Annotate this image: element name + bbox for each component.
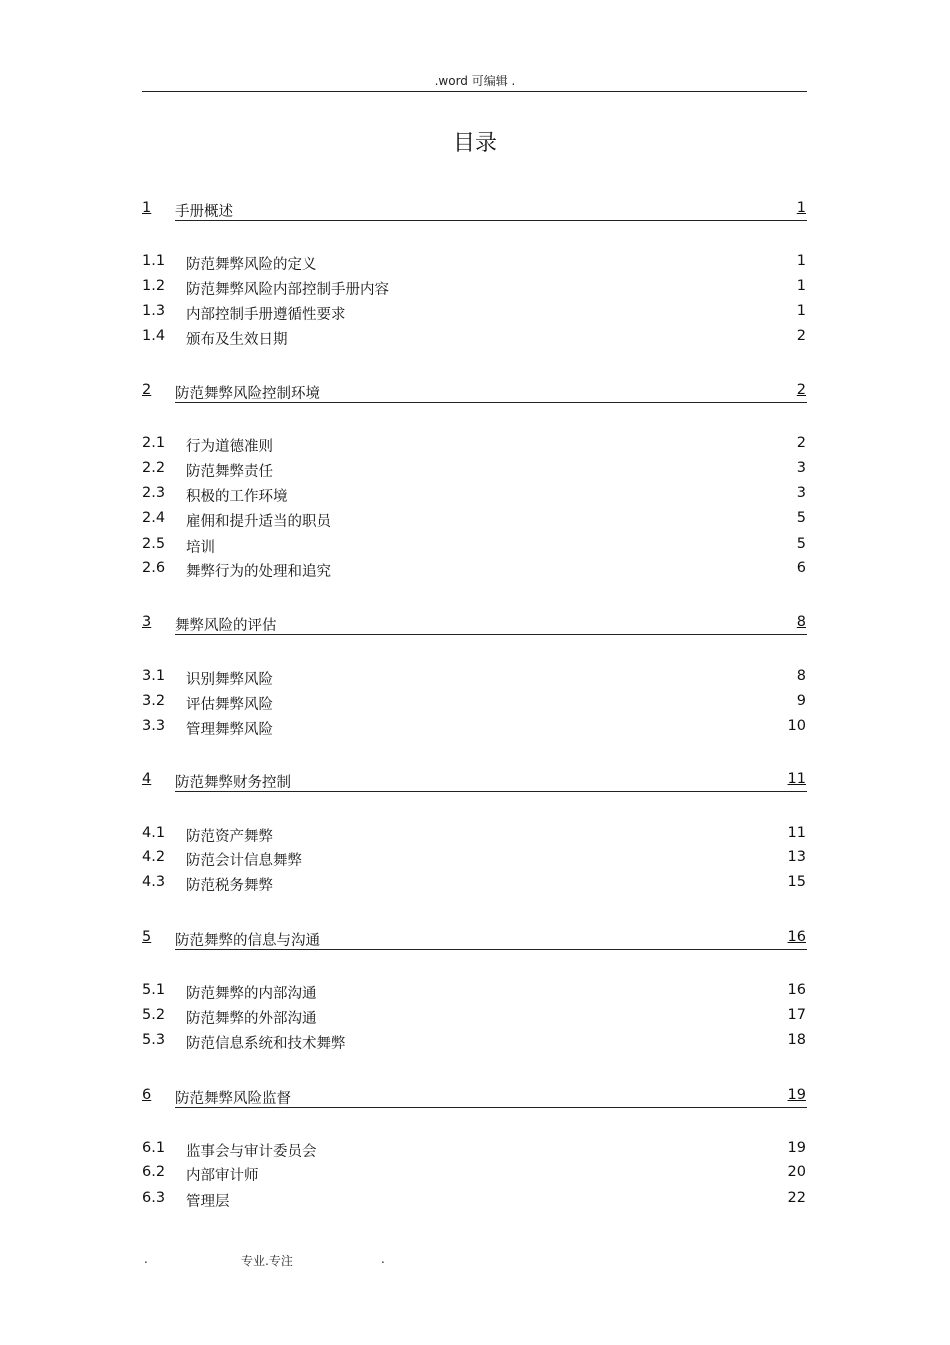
toc-entry-number: 4.1 (142, 825, 166, 841)
toc-entry-number: 3.3 (142, 718, 166, 734)
toc-entry-title: 防范舞弊责任 (186, 464, 273, 480)
toc-entry-page-number: 3 (796, 485, 806, 501)
toc-entry-number: 1.2 (142, 278, 166, 294)
toc-entry-title: 内部审计师 (186, 1168, 259, 1184)
toc-entry-title: 颁布及生效日期 (186, 332, 288, 348)
toc-entry-number: 1.1 (142, 253, 166, 269)
toc-entry-page-number: 2 (796, 435, 806, 451)
toc-section-entry[interactable] (142, 822, 807, 846)
toc-section-entry[interactable] (142, 979, 807, 1003)
toc-section-entry[interactable] (142, 846, 807, 870)
chapter-underline (175, 220, 807, 221)
toc-entry-number: 5.2 (142, 1007, 166, 1023)
toc-section-entry[interactable] (142, 300, 807, 324)
toc-section-entry[interactable] (142, 533, 807, 557)
toc-entry-title: 防范舞弊的外部沟通 (186, 1011, 317, 1027)
toc-entry-page-number: 11 (787, 771, 806, 787)
toc-entry-page-number: 6 (796, 560, 806, 576)
toc-section-entry[interactable] (142, 275, 807, 299)
toc-chapter-entry[interactable] (142, 1084, 807, 1108)
toc-entry-number: 6 (142, 1087, 152, 1103)
chapter-underline (175, 949, 807, 950)
toc-entry-page-number: 13 (787, 849, 806, 865)
toc-section-entry[interactable] (142, 1187, 807, 1211)
toc-entry-number: 4 (142, 771, 152, 787)
toc-entry-number: 1.4 (142, 328, 166, 344)
toc-entry-title: 监事会与审计委员会 (186, 1144, 317, 1160)
toc-entry-number: 2.1 (142, 435, 166, 451)
toc-entry-title: 培训 (186, 540, 215, 556)
toc-entry-number: 6.2 (142, 1164, 166, 1180)
toc-entry-number: 6.1 (142, 1140, 166, 1156)
toc-entry-page-number: 1 (796, 253, 806, 269)
footer-dot-right: . (381, 1252, 385, 1266)
toc-entry-page-number: 16 (787, 929, 806, 945)
toc-entry-number: 6.3 (142, 1190, 166, 1206)
toc-section-entry[interactable] (142, 325, 807, 349)
toc-entry-page-number: 20 (787, 1164, 806, 1180)
chapter-underline (175, 791, 807, 792)
toc-entry-title: 防范舞弊风险的定义 (186, 257, 317, 273)
toc-entry-number: 2 (142, 382, 152, 398)
toc-entry-page-number: 19 (787, 1087, 806, 1103)
toc-entry-title: 防范税务舞弊 (186, 878, 273, 894)
toc-entry-title: 管理舞弊风险 (186, 722, 273, 738)
toc-section-entry[interactable] (142, 482, 807, 506)
toc-entry-title: 舞弊风险的评估 (175, 618, 277, 634)
toc-entry-page-number: 5 (796, 536, 806, 552)
toc-section-entry[interactable] (142, 1029, 807, 1053)
toc-entry-number: 3.2 (142, 693, 166, 709)
toc-entry-title: 雇佣和提升适当的职员 (186, 514, 331, 530)
toc-entry-number: 2.2 (142, 460, 166, 476)
toc-entry-number: 2.3 (142, 485, 166, 501)
toc-section-entry[interactable] (142, 250, 807, 274)
toc-entry-number: 4.3 (142, 874, 166, 890)
toc-entry-title: 防范舞弊风险控制环境 (175, 386, 320, 402)
toc-entry-page-number: 1 (796, 303, 806, 319)
toc-section-entry[interactable] (142, 1161, 807, 1185)
toc-entry-page-number: 8 (796, 614, 806, 630)
toc-entry-number: 3.1 (142, 668, 166, 684)
toc-entry-title: 行为道德准则 (186, 439, 273, 455)
toc-entry-number: 3 (142, 614, 152, 630)
toc-section-entry[interactable] (142, 715, 807, 739)
toc-entry-page-number: 18 (787, 1032, 806, 1048)
toc-entry-title: 防范信息系统和技术舞弊 (186, 1036, 346, 1052)
toc-chapter-entry[interactable] (142, 926, 807, 950)
toc-entry-title: 防范舞弊财务控制 (175, 775, 291, 791)
toc-entry-number: 5 (142, 929, 152, 945)
toc-entry-number: 5.1 (142, 982, 166, 998)
toc-chapter-entry[interactable] (142, 197, 807, 221)
toc-entry-number: 2.4 (142, 510, 166, 526)
toc-section-entry[interactable] (142, 871, 807, 895)
footer-dot-left: . (144, 1252, 148, 1266)
toc-entry-page-number: 2 (796, 328, 806, 344)
toc-section-entry[interactable] (142, 507, 807, 531)
toc-entry-page-number: 5 (796, 510, 806, 526)
toc-entry-page-number: 19 (787, 1140, 806, 1156)
toc-entry-page-number: 10 (787, 718, 806, 734)
toc-entry-title: 内部控制手册遵循性要求 (186, 307, 346, 323)
toc-entry-title: 舞弊行为的处理和追究 (186, 564, 331, 580)
toc-entry-title: 识别舞弊风险 (186, 672, 273, 688)
toc-entry-page-number: 16 (787, 982, 806, 998)
toc-entry-page-number: 22 (787, 1190, 806, 1206)
chapter-underline (175, 634, 807, 635)
toc-entry-number: 4.2 (142, 849, 166, 865)
toc-entry-title: 防范资产舞弊 (186, 829, 273, 845)
toc-section-entry[interactable] (142, 1004, 807, 1028)
toc-chapter-entry[interactable] (142, 611, 807, 635)
toc-entry-number: 2.5 (142, 536, 166, 552)
page-header: .word 可编辑 . (434, 74, 516, 88)
toc-section-entry[interactable] (142, 432, 807, 456)
toc-chapter-entry[interactable] (142, 768, 807, 792)
toc-chapter-entry[interactable] (142, 379, 807, 403)
toc-entry-title: 管理层 (186, 1194, 230, 1210)
toc-section-entry[interactable] (142, 457, 807, 481)
toc-entry-title: 防范舞弊的信息与沟通 (175, 933, 320, 949)
toc-section-entry[interactable] (142, 690, 807, 714)
toc-entry-title: 防范舞弊风险监督 (175, 1091, 291, 1107)
toc-entry-number: 5.3 (142, 1032, 166, 1048)
page-title: 目录 (452, 131, 497, 156)
chapter-underline (175, 402, 807, 403)
toc-entry-number: 2.6 (142, 560, 166, 576)
toc-entry-page-number: 3 (796, 460, 806, 476)
toc-section-entry[interactable] (142, 665, 807, 689)
toc-entry-number: 1 (142, 200, 152, 216)
footer-text: 专业.专注 (241, 1254, 293, 1268)
toc-entry-title: 评估舞弊风险 (186, 697, 273, 713)
toc-entry-page-number: 15 (787, 874, 806, 890)
toc-entry-title: 防范会计信息舞弊 (186, 853, 302, 869)
toc-entry-page-number: 1 (796, 278, 806, 294)
chapter-underline (175, 1107, 807, 1108)
toc-entry-title: 防范舞弊的内部沟通 (186, 986, 317, 1002)
toc-entry-title: 手册概述 (175, 204, 233, 220)
toc-entry-page-number: 9 (796, 693, 806, 709)
toc-entry-title: 防范舞弊风险内部控制手册内容 (186, 282, 389, 298)
toc-entry-page-number: 11 (787, 825, 806, 841)
toc-section-entry[interactable] (142, 1137, 807, 1161)
toc-entry-page-number: 8 (796, 668, 806, 684)
toc-section-entry[interactable] (142, 557, 807, 581)
toc-entry-page-number: 2 (796, 382, 806, 398)
toc-entry-page-number: 1 (796, 200, 806, 216)
toc-entry-number: 1.3 (142, 303, 166, 319)
toc-entry-page-number: 17 (787, 1007, 806, 1023)
toc-entry-title: 积极的工作环境 (186, 489, 288, 505)
